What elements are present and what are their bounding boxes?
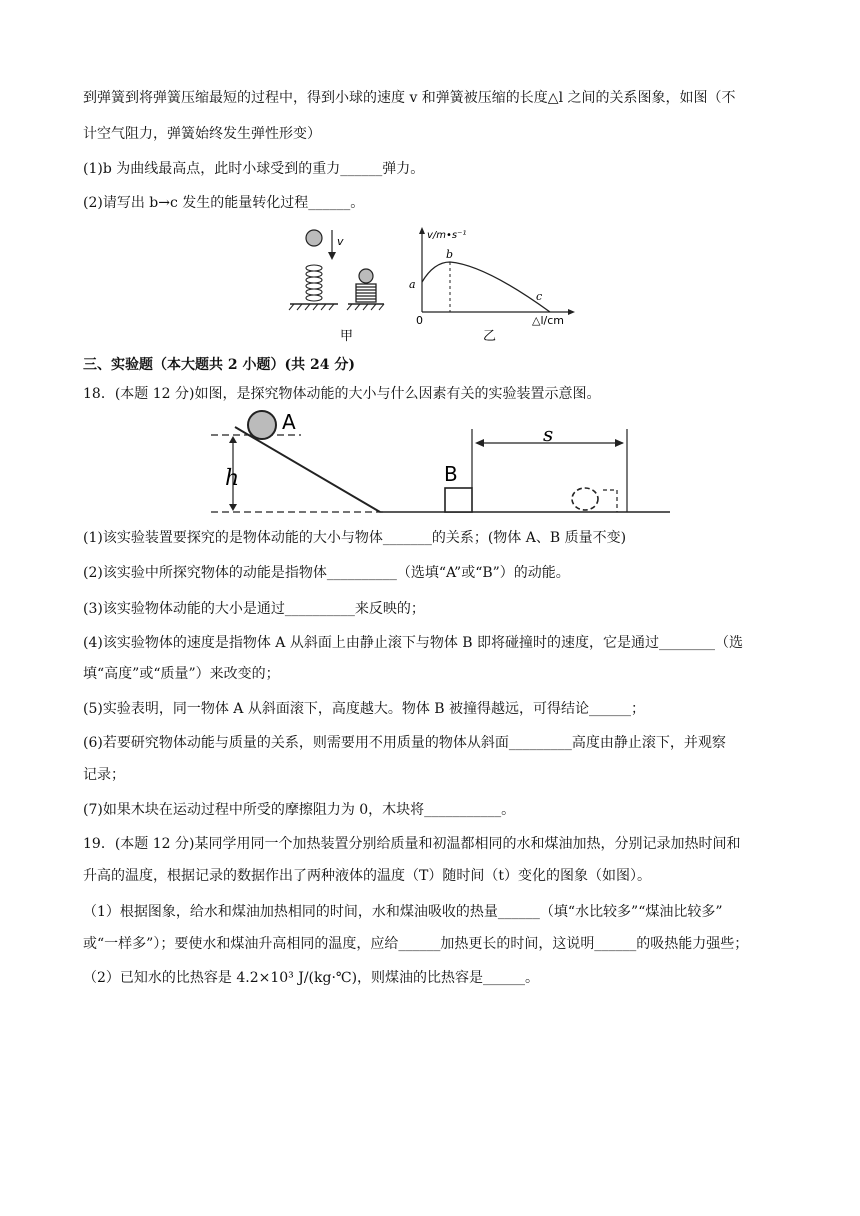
text-line: 计空气阻力，弹簧始终发生弹性形变） bbox=[83, 126, 321, 142]
point-b-label: b bbox=[446, 248, 454, 261]
question-19-1-cont: 或“一样多”）；要使水和煤油升高相同的温度，应给______加热更长的时间，这说明______的吸热能力强些； bbox=[83, 936, 749, 952]
height-label: h bbox=[225, 466, 240, 491]
question-18-6-cont: 记录； bbox=[83, 767, 125, 783]
y-axis-label: v/m•s⁻¹ bbox=[427, 230, 467, 241]
question-19-2: （2）已知水的比热容是 4.2×10³ J/(kg·℃)，则煤油的比热容是______。 bbox=[83, 970, 540, 986]
figure-17 bbox=[280, 220, 590, 350]
figure-18 bbox=[205, 405, 675, 523]
question-18-3: (3)该实验物体动能的大小是通过__________来反映的； bbox=[83, 601, 425, 617]
question-18-2: (2)该实验中所探究物体的动能是指物体__________（选填“A”或“B”）的动能。 bbox=[83, 565, 570, 581]
ball-icon bbox=[306, 230, 322, 246]
question-18-7: (7)如果木块在运动过程中所受的摩擦阻力为 0，木块将___________。 bbox=[83, 802, 516, 818]
question-18-title: 18．(本题 12 分)如图，是探究物体动能的大小与什么因素有关的实验装置示意图。 bbox=[83, 386, 601, 402]
ball-a-icon bbox=[248, 411, 276, 439]
question-19-1: （1）根据图象，给水和煤油加热相同的时间，水和煤油吸收的热量______（填“水比较多”“煤油比较多” bbox=[83, 904, 723, 920]
label-b: B bbox=[444, 462, 458, 486]
velocity-label: v bbox=[337, 235, 344, 248]
question-17-2: (2)请写出 b→c 发生的能量转化过程______。 bbox=[83, 195, 365, 211]
block-final-position bbox=[572, 488, 598, 510]
spring-icon bbox=[306, 265, 322, 301]
question-18-1: (1)该实验装置要探究的是物体动能的大小与物体_______的关系；(物体 A、B 质量不变) bbox=[83, 530, 627, 546]
question-18-4: (4)该实验物体的速度是指物体 A 从斜面上由静止滚下与物体 B 即将碰撞时的速度，它是通过________（选 bbox=[83, 635, 744, 651]
section-heading: 三、实验题（本大题共 2 小题）(共 24 分) bbox=[83, 357, 355, 373]
origin-label: 0 bbox=[416, 314, 423, 327]
figure-label-yi: 乙 bbox=[483, 329, 497, 344]
figure-label-jia: 甲 bbox=[340, 329, 354, 344]
incline-slope bbox=[235, 427, 380, 512]
question-18-5: (5)实验表明，同一物体 A 从斜面滚下，高度越大。物体 B 被撞得越远，可得结论______； bbox=[83, 701, 646, 717]
label-a: A bbox=[282, 410, 296, 434]
point-a-label: a bbox=[409, 278, 416, 291]
question-19-title: 19．(本题 12 分)某同学用同一个加热装置分别给质量和初温都相同的水和煤油加热，分别记录加热时间和 bbox=[83, 836, 741, 852]
ball-icon bbox=[359, 269, 373, 283]
compressed-spring-icon bbox=[356, 284, 376, 302]
question-19-title-cont: 升高的温度，根据记录的数据作出了两种液体的温度（T）随时间（t）变化的图象（如图）。 bbox=[83, 868, 651, 884]
distance-label: s bbox=[543, 422, 554, 446]
question-17-1: (1)b 为曲线最高点，此时小球受到的重力______弹力。 bbox=[83, 161, 425, 177]
block-b bbox=[445, 488, 472, 512]
velocity-curve bbox=[422, 262, 550, 312]
x-axis-label: △l/cm bbox=[532, 314, 564, 327]
question-18-6: (6)若要研究物体动能与质量的关系，则需要用不用质量的物体从斜面_________高度由静止滚下，并观察 bbox=[83, 735, 726, 751]
text-line: 到弹簧到将弹簧压缩最短的过程中，得到小球的速度 v 和弹簧被压缩的长度△l 之间的关系图象，如图（不 bbox=[83, 90, 736, 106]
point-c-label: c bbox=[536, 290, 543, 303]
question-18-4-cont: 填“高度”或“质量”）来改变的； bbox=[83, 666, 280, 682]
